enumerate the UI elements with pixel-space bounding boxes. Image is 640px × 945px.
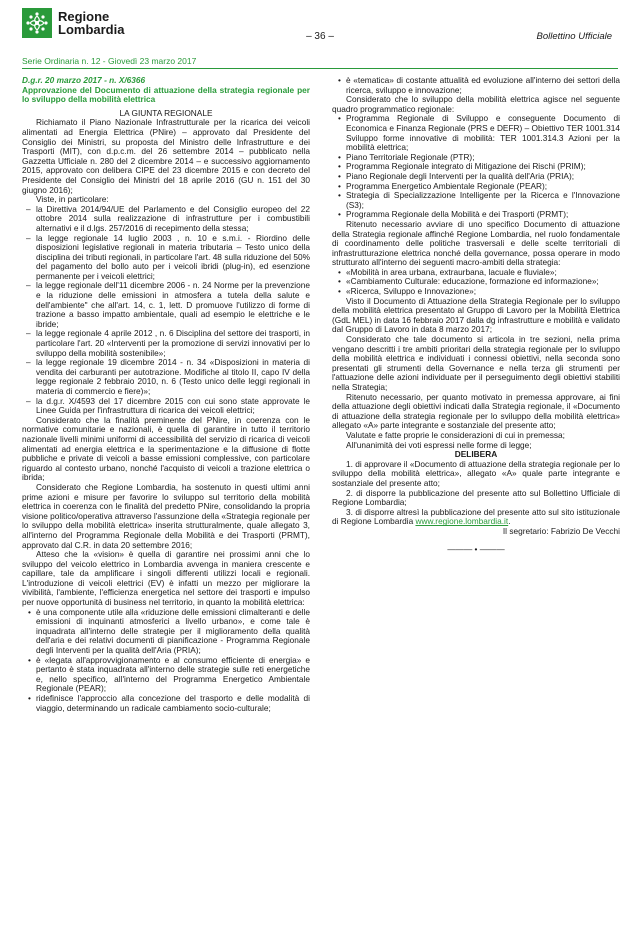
list-item: – la legge regionale 14 luglio 2003 , n. 10 e s.m.i. - Riordino delle disposizioni legislative regionali in materia tributaria – Testo unico della disciplina dei tributi regionali, in particolare l'art. 48 sulla riduzione del 50% del pagamento del bollo auto per i veicoli ibridi (plug-in), ed esenzione permanente per i veicoli elettrici;: [22, 234, 310, 282]
paragraph: Valutate e fatte proprie le considerazioni di cui in premessa;: [346, 429, 565, 440]
paragraph: Ritenuto necessario avviare di uno specifico Documento di attuazione della Strategia regionale affinché Regione Lombardia, nel ruolo fondamentale di coordinamento delle politiche trasversali e delle scelte territoriali di infrastrutturazione elettrica nonché della governance, possa operare in modo strutturato all'interno dei seguenti macro-ambiti della strategia:: [332, 218, 620, 268]
page-header: [0, 0, 640, 58]
end-mark: ——— • ———: [447, 543, 505, 554]
list-item: • Piano Territoriale Regionale (PTR);: [332, 153, 620, 163]
list-item: – la legge regionale dell'11 dicembre 2006 - n. 24 Norme per la prevenzione e la riduzione delle emissioni in atmosfera a tutela della salute e dell'ambiente" che all'art. 14, c. 1, lett. D promuove l'utilizzo di forme di trazione a basso impatto ambientale, quali ad esempio le elettriche e le ibride;: [22, 281, 310, 329]
paragraph: Considerato che Regione Lombardia, ha sostenuto in questi ultimi anni prime azioni e misure per favorire lo sviluppo sul territorio della mobilità elettrica in coerenza con le finalità del predetto PNire, consolidando la propria visione politico/operativa attraverso l'assunzione della «Strategia regionale per lo sviluppo della mobilità elettrica» inserita strutturalmente, quale allegato 3, all'interno del Programma Regionale della Mobilità e dei Trasporti (PRMT), approvato dal C.R. in data 20 settembre 2016;: [22, 481, 310, 550]
paragraph: Visto il Documento di Attuazione della Strategia Regionale per lo sviluppo della mobilità elettrica presentato al Gruppo di Lavoro per la Mobilità Elettrica (GdL MEL) in data 16 febbraio 2017 dalla dg infrastrutture e mobilità e validato dal Gruppo di Lavoro in data 8 marzo 2017;: [332, 295, 620, 335]
list-item: • è «tematica» di costante attualità ed evoluzione all'interno dei settori della ricerca, sviluppo e innovazione;: [332, 76, 620, 95]
paragraph: Considerato che lo sviluppo della mobilità elettrica agisce nel seguente quadro programmatico regionale:: [332, 94, 620, 114]
list-item: • ridefinisce l'approccio alla concezione del trasporto e delle modalità di viaggio, determinando un radicale cambiamento socio-culturale;: [22, 694, 310, 713]
list-item: – la d.g.r. X/4593 del 17 dicembre 2015 con cui sono state approvate le Linee Guida per l'infrastruttura di ricarica dei veicoli elettrici;: [22, 397, 310, 416]
bulletin-title: Bollettino Ufficiale: [536, 31, 612, 42]
decision-item: 3. di disporre altresì la pubblicazione del presente atto sul sito istituzionale di Regione Lombardia www.regione.lombardia.it.: [332, 506, 620, 527]
page-number: – 36 –: [306, 31, 334, 42]
list-item: • Strategia di Specializzazione Intelligente per la Ricerca e l'Innovazione (S3);: [332, 191, 620, 210]
logo-line2: Lombardia: [58, 22, 125, 37]
right-column: [332, 76, 620, 554]
list-areas: [332, 268, 620, 297]
body-heading: LA GIUNTA REGIONALE: [119, 107, 213, 118]
decision-item: 2. di disporre la pubblicazione del presente atto sul Bollettino Ufficiale di Regione Lombardia;: [332, 487, 620, 508]
list-item: • Programma Regionale della Mobilità e dei Trasporti (PRMT);: [332, 210, 620, 220]
list-item: – la legge regionale 19 dicembre 2014 - n. 34 «Disposizioni in materia di vendita dei carburanti per autotrazione. Modifiche al titolo II, capo IV della legge regionale 2 febbraio 2010, n. 6 (Testo unico delle leggi regionali in materia di commercio e fiere)»;: [22, 358, 310, 396]
list-item: – la Direttiva 2014/94/UE del Parlamento e del Consiglio europeo del 22 ottobre 2014 sulla realizzazione di infrastrutture per i combustibili alternativi e il d.lgs. 257/2016 di recepimento della stessa;: [22, 205, 310, 234]
list-item: • Programma Energetico Ambientale Regionale (PEAR);: [332, 182, 620, 192]
paragraph: Ritenuto necessario, per quanto motivato in premessa approvare, ai fini della attuazione degli obiettivi indicati dalla Strategia regionale, il «Documento di attuazione della strategia regionale per lo sviluppo della mobilità elettrica» allegato «A» parte integrante e sostanziale del presente atto;: [332, 391, 620, 431]
list-item: • è «legata all'approvvigionamento e al consumo efficiente di energia» e pertanto è stata inquadrata all'interno delle strategie sulle reti energetiche e, nello specifico, all'interno del Programma Energetico Ambientale Regionale (PEAR);: [22, 656, 310, 694]
list-item: • «Mobilità in area urbana, extraurbana, lacuale e fluviale»;: [332, 268, 620, 278]
list-mobility: [22, 608, 310, 714]
list-item: • «Cambiamento Culturale: educazione, formazione ed informazione»;: [332, 277, 620, 287]
regione-website-link[interactable]: www.regione.lombardia.it: [415, 516, 509, 527]
series-line: Serie Ordinaria n. 12 - Giovedì 23 marzo 2017: [22, 56, 197, 66]
list-item: • Programma Regionale integrato di Mitigazione dei Rischi (PRIM);: [332, 162, 620, 172]
act-reference: D.g.r. 20 marzo 2017 - n. X/6366: [22, 75, 146, 85]
logo-line1: Regione: [58, 9, 110, 24]
paragraph: Viste, in particolare:: [36, 194, 109, 205]
paragraph: Richiamato il Piano Nazionale Infrastrutturale per la ricarica dei veicoli alimentati ad Energia Elettrica (PNire) – approvato dal Presidente del Consiglio dei Ministri, su proposta del Ministro delle Infrastrutture e dei Trasporti (MIT), con d.p.c.m. del 26 settembre 2014 – pubblicato nella Gazzetta Ufficiale n. 280 del 2 dicembre 2014 – e successivo aggiornamento 2015, approvato con delibera CIPE del 23 dicembre 2015 e con decreto del Presidente del Consiglio dei Ministri del 18 aprile 2016 (GU n. 151 del 30 giugno 2016);: [22, 117, 310, 195]
list-mobility-cont: [332, 76, 620, 95]
list-item: • «Ricerca, Sviluppo e Innovazione»;: [332, 287, 620, 297]
header-rule: [22, 68, 618, 69]
paragraph: Considerato che tale documento si articola in tre sezioni, nella prima vengano descritti i tre ambiti prioritari della strategia regionale per lo sviluppo della mobilità elettrica e individuati i connessi obiettivi, nella seconda sono presentati gli strumenti della Governance e nella terza gli strumenti per l'attuazione delle azioni individuate per il perseguimento degli obiettivi stabiliti nella Strategia;: [332, 334, 620, 392]
decision-item: 1. di approvare il «Documento di attuazione della strategia regionale per lo sviluppo della mobilità elettrica», allegato «A» quale parte integrante e sostanziale del presente atto;: [332, 458, 620, 488]
list-programs: [332, 114, 620, 220]
left-column: [22, 76, 310, 713]
list-item: • è una componente utile alla «riduzione delle emissioni climalteranti e delle emissioni di inquinanti atmosferici a livello urbano», e come tale è inquadrata all'interno delle strategie per il miglioramento della qualità dell'aria e dei relativi documenti di pianificazione - Programma Regionale degli Interventi per la qualità dell'Aria (PRIA);: [22, 608, 310, 656]
signature: Il segretario: Fabrizio De Vecchi: [502, 525, 620, 536]
paragraph: All'unanimità dei voti espressi nelle forme di legge;: [346, 439, 532, 450]
list-item: • Programma Regionale di Sviluppo e conseguente Documento di Economica e Finanza Regionale (PRS e DEFR) – Obiettivo TER 1001.314 Sviluppo forme innovative di mobilità: TER 1001.314.3 Azioni per la mobilità elettrica;: [332, 114, 620, 152]
act-title: Approvazione del Documento di attuazione della strategia regionale per lo sviluppo della mobilità elettrica: [22, 84, 310, 105]
decision-heading: DELIBERA: [454, 449, 498, 460]
paragraph: Considerato che la finalità preminente del PNire, in coerenza con le normative comunitarie e nazionali, è quella di garantire in tutto il territorio nazionale livelli minimi uniformi di accessibilità del servizio di ricarica di veicoli alimentati ad energia elettrica e la sperimentazione e la diffusione di flotte pubbliche e private di veicoli a basse emissioni complessive, con particolare riguardo al contesto urbano, nonché l'acquisto di veicoli a trazione elettrica o ibrida;: [22, 414, 310, 483]
list-laws: [22, 205, 310, 416]
paragraph: Atteso che la «vision» è quella di garantire nei prossimi anni che lo sviluppo del veicolo elettrico in Lombardia avvenga in maniera crescente e capillare, tale da amplificare i singoli differenti utilizzi locali e regionali. L'introduzione di veicoli elettrici (EV) è infatti un mezzo per migliorare la vivibilità, l'ambiente, l'efficienza energetica nel settore dei trasporti e impulso per nuove opportunità di business nel territorio, in quanto la mobilità elettrica:: [22, 549, 310, 608]
list-item: – la legge regionale 4 aprile 2012 , n. 6 Disciplina del settore dei trasporti, in particolare l'art. 20 «Interventi per la promozione di servizi innovativi per lo sviluppo della mobilità sostenibile»;: [22, 329, 310, 358]
list-item: • Piano Regionale degli Interventi per la qualità dell'Aria (PRIA);: [332, 172, 620, 182]
